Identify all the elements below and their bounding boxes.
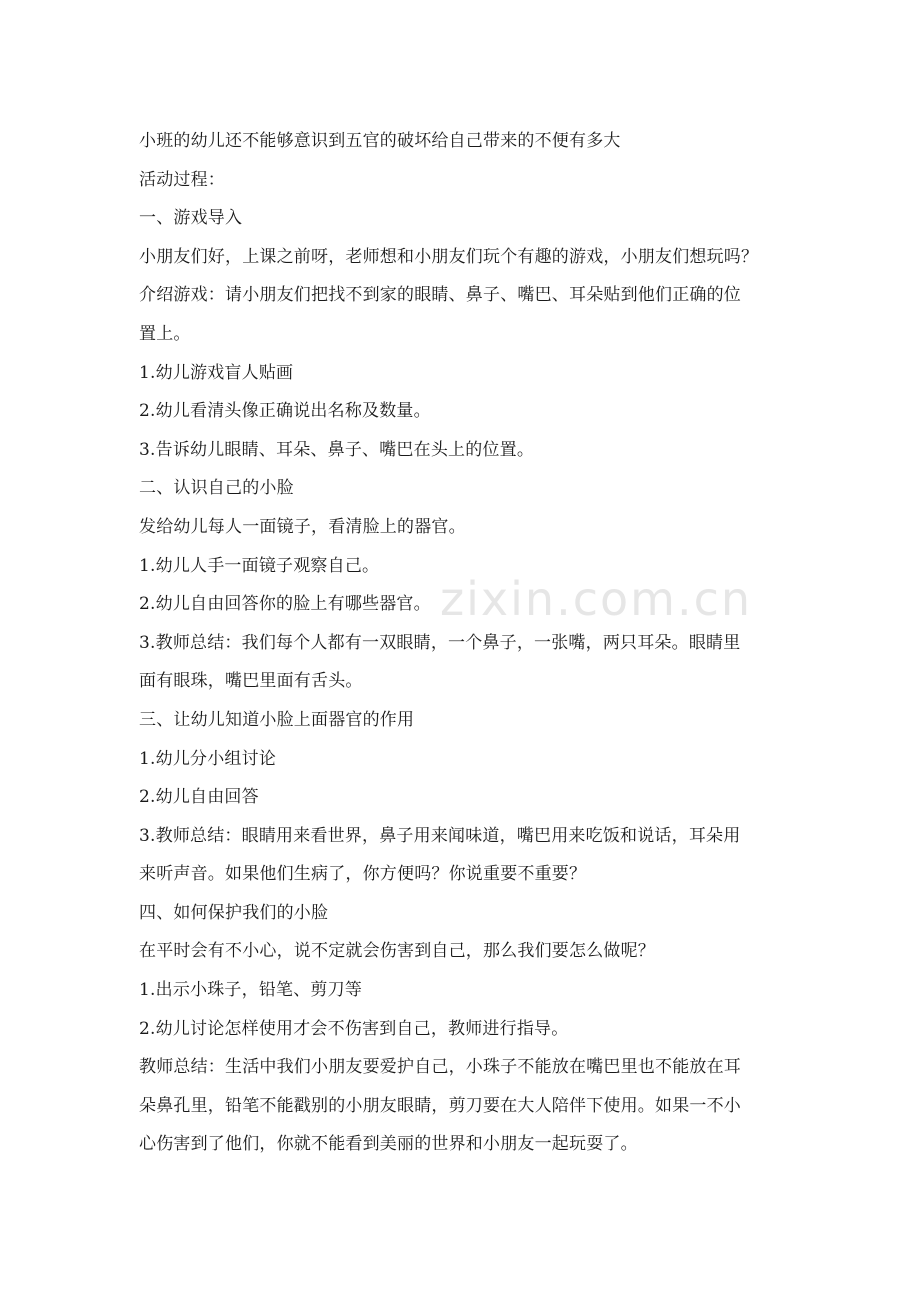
- section-heading-1: 一、游戏导入: [139, 208, 243, 229]
- list-item: 2.幼儿看清头像正确说出名称及数量。: [139, 401, 431, 422]
- paragraph-line: 在平时会有不小心，说不定就会伤害到自己，那么我们要怎么做呢？: [139, 941, 655, 962]
- list-item: 2.幼儿讨论怎样使用才会不伤害到自己，教师进行指导。: [139, 1018, 569, 1039]
- list-item: 3.告诉幼儿眼睛、耳朵、鼻子、嘴巴在头上的位置。: [139, 439, 535, 460]
- list-item: 1.出示小珠子，铅笔、剪刀等: [139, 980, 363, 1001]
- list-item: 3.教师总结：我们每个人都有一双眼睛，一个鼻子，一张嘴，两只耳朵。眼睛里: [139, 632, 741, 653]
- document-body: [139, 122, 784, 1164]
- paragraph-line: 朵鼻孔里，铅笔不能戳别的小朋友眼睛，剪刀要在大人陪伴下使用。如果一不小: [139, 1095, 741, 1116]
- paragraph-intro-note: 小班的幼儿还不能够意识到五官的破坏给自己带来的不便有多大: [139, 131, 621, 151]
- list-item: 1.幼儿分小组讨论: [139, 748, 277, 769]
- paragraph-line: 介绍游戏：请小朋友们把找不到家的眼睛、鼻子、嘴巴、耳朵贴到他们正确的位: [139, 285, 741, 306]
- list-item: 1.幼儿游戏盲人贴画: [139, 362, 294, 383]
- paragraph-line: 面有眼珠，嘴巴里面有舌头。: [139, 671, 363, 692]
- section-heading-4: 四、如何保护我们的小脸: [139, 902, 329, 923]
- list-item: 2.幼儿自由回答: [139, 787, 259, 808]
- section-heading-2: 二、认识自己的小脸: [139, 478, 294, 499]
- heading-activity-process: 活动过程：: [139, 169, 225, 190]
- paragraph-line: 心伤害到了他们，你就不能看到美丽的世界和小朋友一起玩耍了。: [139, 1134, 638, 1155]
- list-item: 2.幼儿自由回答你的脸上有哪些器官。: [139, 594, 431, 615]
- paragraph-line: 发给幼儿每人一面镜子，看清脸上的器官。: [139, 516, 466, 537]
- watermark: zixin.com.cn: [440, 572, 753, 626]
- list-item: 3.教师总结：眼睛用来看世界，鼻子用来闻味道，嘴巴用来吃饭和说话，耳朵用: [139, 825, 741, 846]
- paragraph-line: 小朋友们好，上课之前呀，老师想和小朋友们玩个有趣的游戏，小朋友们想玩吗？: [139, 246, 759, 267]
- section-heading-3: 三、让幼儿知道小脸上面器官的作用: [139, 709, 415, 730]
- paragraph-line: 教师总结：生活中我们小朋友要爱护自己，小珠子不能放在嘴巴里也不能放在耳: [139, 1057, 741, 1078]
- paragraph-line: 置上。: [139, 323, 191, 344]
- paragraph-line: 来听声音。如果他们生病了，你方便吗？你说重要不重要？: [139, 864, 587, 885]
- list-item: 1.幼儿人手一面镜子观察自己。: [139, 555, 380, 576]
